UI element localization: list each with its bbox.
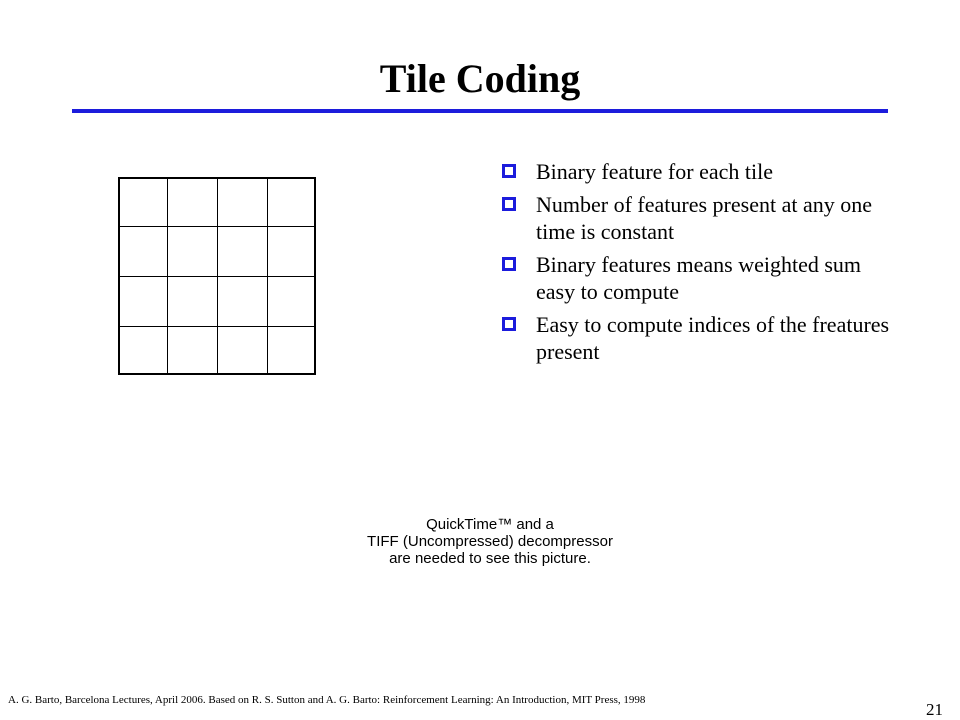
bullet-text: Binary feature for each tile bbox=[536, 159, 773, 184]
placeholder-text-line: are needed to see this picture. bbox=[389, 550, 591, 567]
bullet-item bbox=[500, 158, 900, 185]
placeholder-text-line: QuickTime™ and a bbox=[426, 516, 554, 533]
tile-grid-diagram bbox=[118, 177, 316, 375]
bullet-text: Number of features present at any one time is constant bbox=[536, 192, 872, 244]
footer-citation: A. G. Barto, Barcelona Lectures, April 2006. Based on R. S. Sutton and A. G. Barto: Reinforcement Learning: An Introduction, MIT Press, 1998 bbox=[8, 694, 646, 706]
bullet-list bbox=[500, 158, 900, 371]
bullet-text: Binary features means weighted sum easy to compute bbox=[536, 252, 862, 304]
page-number: 21 bbox=[926, 700, 943, 719]
grid-line-horizontal bbox=[120, 226, 314, 227]
square-bullet-icon bbox=[502, 317, 516, 331]
grid-line-horizontal bbox=[120, 276, 314, 277]
title-divider bbox=[72, 109, 888, 113]
bullet-text: Easy to compute indices of the freatures present bbox=[536, 312, 890, 364]
bullet-item bbox=[500, 251, 900, 305]
bullet-item bbox=[500, 311, 900, 365]
square-bullet-icon bbox=[502, 164, 516, 178]
bullet-item bbox=[500, 191, 900, 245]
placeholder-text-line: TIFF (Uncompressed) decompressor bbox=[367, 533, 613, 550]
quicktime-placeholder bbox=[340, 516, 640, 567]
grid-line-horizontal bbox=[120, 326, 314, 327]
slide-title: Tile Coding bbox=[379, 56, 581, 101]
square-bullet-icon bbox=[502, 257, 516, 271]
square-bullet-icon bbox=[502, 197, 516, 211]
